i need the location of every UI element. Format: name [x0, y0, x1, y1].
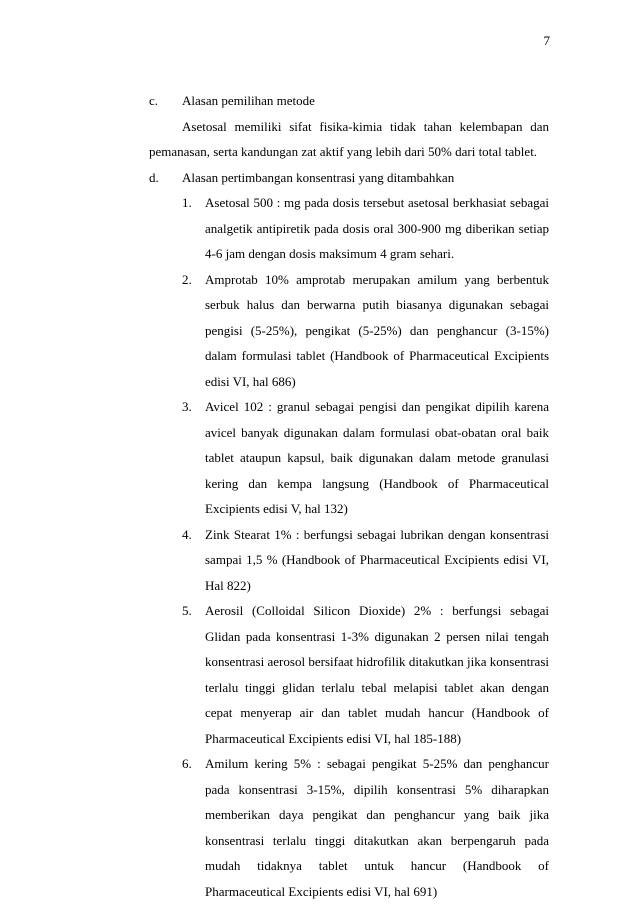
- section-d-title: Alasan pertimbangan konsentrasi yang ditambahkan: [182, 169, 455, 185]
- list-item-text: Asetosal 500 : mg pada dosis tersebut asetosal berkhasiat sebagai analgetik antipiretik pada dosis oral 300-900 mg diberikan setiap 4-6 jam dengan dosis maksimum 4 gram sehari.: [205, 195, 549, 261]
- section-c-title: Alasan pemilihan metode: [182, 93, 315, 108]
- list-item-text: Amilum kering 5% : sebagai pengikat 5-25% dan penghancur pada konsentrasi 3-15%, dipilih konsentrasi 5% diharapkan memberikan daya pengikat dan penghancur yang baik jika konsentrasi terlalu tinggi ditakutkan akan berpengaruh pada mudah tidaknya tablet untuk hancur (Handbook of Pharmaceutical Excipients edisi VI, hal 691): [205, 756, 549, 899]
- section-c-paragraph: Asetosal memiliki sifat fisika-kimia tidak tahan kelembapan dan pemanasan, serta kandungan zat aktif yang lebih dari 50% dari total tablet.: [149, 118, 549, 159]
- list-item: [182, 190, 549, 267]
- document-body: [149, 88, 549, 904]
- list-item: [182, 751, 549, 904]
- list-item-text: Aerosil (Colloidal Silicon Dioxide) 2% : berfungsi sebagai Glidan pada konsentrasi 1-3% digunakan 2 persen nilai tengah konsentrasi aerosol bersifaat hidrofilik ditakutkan jika konsentrasi terlalu tinggi glidan terlalu tebal melapisi tablet akan dengan cepat menyerap air dan tablet mudah hancur (Handbook of Pharmaceutical Excipients edisi VI, hal 185-188): [205, 603, 549, 746]
- list-item-number: 3.: [182, 399, 192, 414]
- list-item-text: Avicel 102 : granul sebagai pengisi dan pengikat dipilih karena avicel banyak digunakan dalam formulasi obat-obatan oral baik tablet ataupun kapsul, baik digunakan dalam metode granulasi kering dan kempa langsung (Handbook of Pharmaceutical Excipients edisi V, hal 132): [205, 399, 549, 516]
- list-item: [182, 394, 549, 522]
- section-d-list: [149, 190, 549, 904]
- list-item-number: 1.: [182, 195, 192, 210]
- list-item-number: 5.: [182, 603, 192, 618]
- list-item-text: Amprotab 10% amprotab merupakan amilum yang berbentuk serbuk halus dan berwarna putih biasanya digunakan sebagai pengisi (5-25%), pengikat (5-25%) dan penghancur (3-15%) dalam formulasi tablet (Handbook of Pharmaceutical Excipients edisi VI, hal 686): [205, 271, 549, 389]
- list-item-number: 6.: [182, 756, 192, 771]
- section-c-heading: [149, 88, 549, 114]
- list-item: [182, 598, 549, 751]
- list-item: [182, 267, 549, 395]
- list-item-number: 2.: [182, 271, 192, 287]
- section-d-heading: [149, 165, 549, 191]
- list-item: [182, 522, 549, 599]
- section-c-letter: c.: [149, 93, 159, 108]
- page-number: 7: [543, 33, 550, 48]
- section-d-letter: d.: [149, 169, 159, 185]
- list-item-text: Zink Stearat 1% : berfungsi sebagai lubrikan dengan konsentrasi sampai 1,5 % (Handbook of Pharmaceutical Excipients edisi VI, Hal 822): [205, 526, 549, 593]
- list-item-number: 4.: [182, 526, 192, 542]
